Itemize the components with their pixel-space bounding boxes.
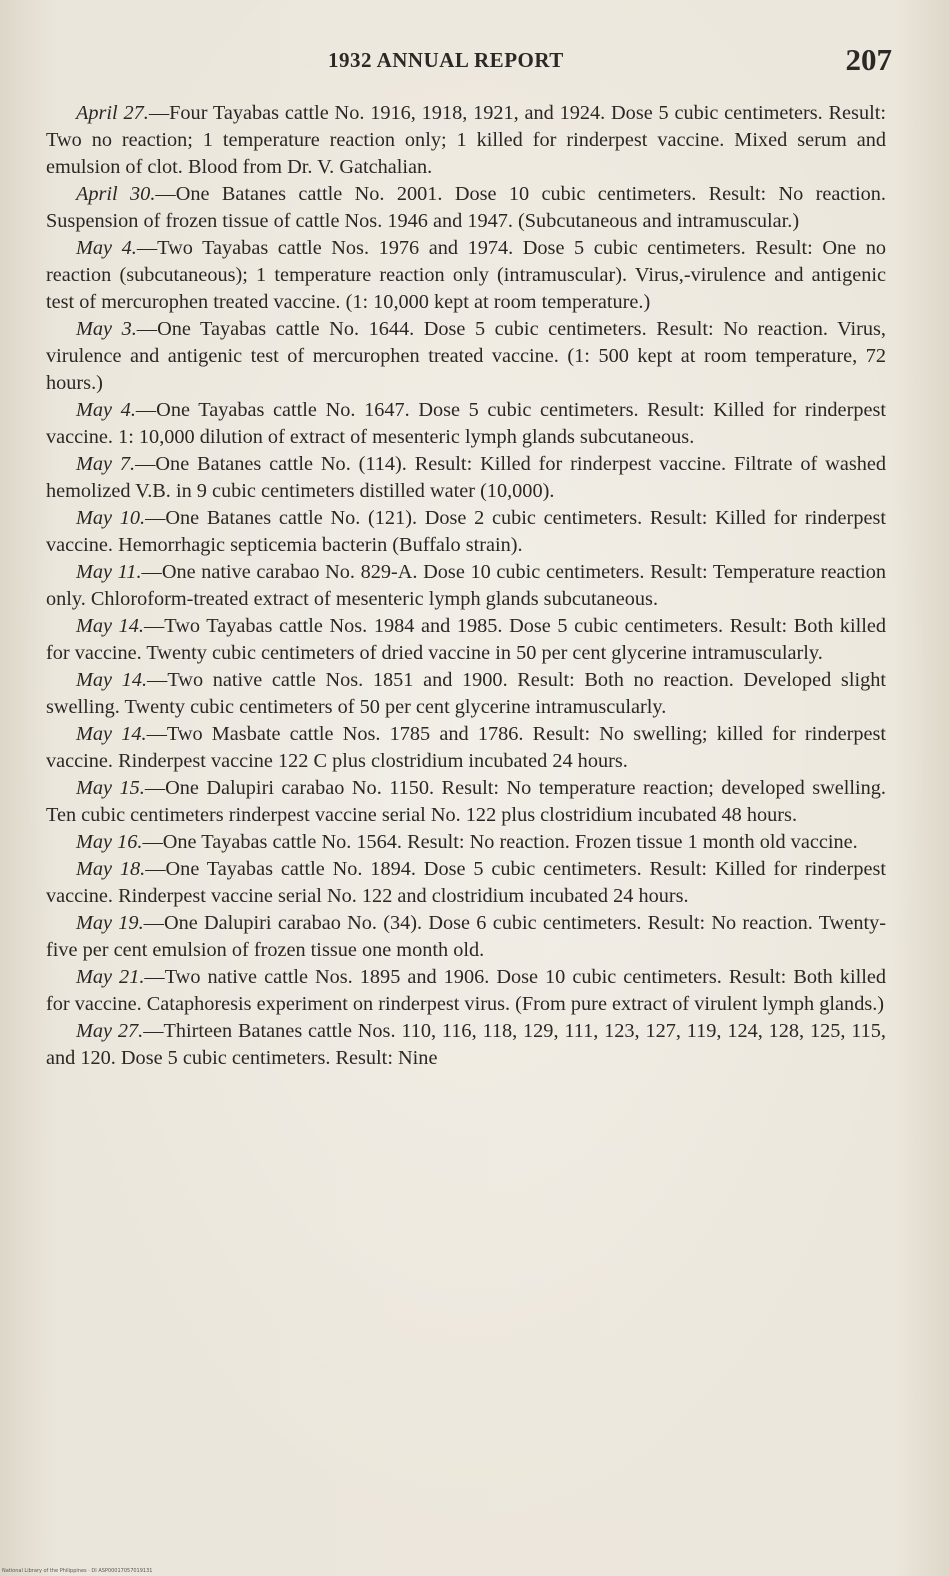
log-entry: [46, 856, 886, 910]
entry-text: —Two Masbate cattle Nos. 1785 and 1786. Result: No swelling; killed for rinderpest vaccine. Rinderpest vaccine 122 C plus clostridium incubated 24 hours.: [46, 723, 886, 772]
entry-text: —One Dalupiri carabao No. 1150. Result: No temperature reaction; developed swelling. Ten cubic centimeters rinderpest vaccine serial No. 122 plus clostridium incubated 48 hours.: [46, 777, 886, 826]
entry-date: May 15.: [76, 777, 145, 799]
log-entry: [46, 775, 886, 829]
entry-date: May 10.: [76, 507, 146, 529]
log-entry: [46, 181, 886, 235]
log-entry: [46, 1018, 886, 1072]
entry-date: May 7.: [76, 453, 136, 475]
entry-date: May 19.: [76, 912, 144, 934]
page-number: 207: [845, 42, 892, 77]
entry-date: May 4.: [76, 399, 136, 421]
log-entry: [46, 559, 886, 613]
log-entry: [46, 397, 886, 451]
entry-date: April 27.: [76, 102, 149, 124]
entry-date: May 3.: [76, 318, 137, 340]
entry-date: May 27.: [76, 1020, 144, 1042]
log-entry: [46, 316, 886, 397]
entry-text: —One native carabao No. 829-A. Dose 10 cubic centimeters. Result: Temperature reaction only. Chloroform-treated extract of mesenteric lymph glands subcutaneous.: [46, 561, 886, 610]
entry-date: May 11.: [76, 561, 142, 583]
log-entry: [46, 910, 886, 964]
entry-text: —Four Tayabas cattle No. 1916, 1918, 1921, and 1924. Dose 5 cubic centimeters. Result: Two no reaction; 1 temperature reaction only; 1 killed for rinderpest vaccine. Mixed serum and emulsion of clot. Blood from Dr. V. Gatchalian.: [46, 102, 886, 178]
entry-text: —One Batanes cattle No. (114). Result: Killed for rinderpest vaccine. Filtrate of washed hemolized V.B. in 9 cubic centimeters distilled water (10,000).: [46, 453, 886, 502]
log-entry: [46, 721, 886, 775]
entry-date: April 30.: [76, 183, 156, 205]
log-entry: [46, 451, 886, 505]
entry-text: —Thirteen Batanes cattle Nos. 110, 116, 118, 129, 111, 123, 127, 119, 124, 128, 125, 115, and 120. Dose 5 cubic centimeters. Result: Nine: [46, 1020, 886, 1069]
entry-text: —One Batanes cattle No. (121). Dose 2 cubic centimeters. Result: Killed for rinderpest vaccine. Hemorrhagic septicemia bacterin (Buffalo strain).: [46, 507, 886, 556]
entry-text: —One Dalupiri carabao No. (34). Dose 6 cubic centimeters. Result: No reaction. Twenty-five per cent emulsion of frozen tissue one month old.: [46, 912, 886, 961]
entry-text: —Two native cattle Nos. 1851 and 1900. Result: Both no reaction. Developed slight swelling. Twenty cubic centimeters of 50 per cent glycerine intramuscularly.: [46, 669, 887, 718]
entry-date: May 14.: [76, 615, 144, 637]
running-title: 1932 ANNUAL REPORT: [328, 48, 564, 72]
log-entry: [46, 667, 886, 721]
log-entry: [46, 100, 886, 181]
log-entry: [46, 613, 886, 667]
entry-date: May 14.: [76, 723, 147, 745]
entry-date: May 21.: [76, 966, 145, 988]
entry-text: —One Tayabas cattle No. 1647. Dose 5 cubic centimeters. Result: Killed for rinderpest vaccine. 1: 10,000 dilution of extract of mesenteric lymph glands subcutaneous.: [46, 399, 886, 448]
report-body: [46, 100, 886, 1072]
log-entry: [46, 964, 886, 1018]
entry-date: May 18.: [76, 858, 146, 880]
entry-date: May 16.: [76, 831, 143, 853]
page-header: [48, 42, 898, 82]
entry-text: —One Tayabas cattle No. 1564. Result: No reaction. Frozen tissue 1 month old vaccine.: [142, 831, 858, 853]
entry-text: —Two native cattle Nos. 1895 and 1906. Dose 10 cubic centimeters. Result: Both killed for vaccine. Cataphoresis experiment on rinderpest virus. (From pure extract of virulent lymph glands.): [46, 966, 886, 1015]
log-entry: [46, 235, 886, 316]
entry-text: —One Tayabas cattle No. 1644. Dose 5 cubic centimeters. Result: No reaction. Virus, virulence and antigenic test of mercurophen treated vaccine. (1: 500 kept at room temperature, 72 hours.): [46, 318, 886, 394]
entry-date: May 4.: [76, 237, 137, 259]
scan-credit: National Library of the Philippines · DI ASP00017057019131: [2, 1568, 153, 1574]
log-entry: [46, 829, 886, 856]
entry-text: —One Tayabas cattle No. 1894. Dose 5 cubic centimeters. Result: Killed for rinderpest vaccine. Rinderpest vaccine serial No. 122 and clostridium incubated 24 hours.: [46, 858, 886, 907]
log-entry: [46, 505, 886, 559]
entry-text: —One Batanes cattle No. 2001. Dose 10 cubic centimeters. Result: No reaction. Suspension of frozen tissue of cattle Nos. 1946 and 1947. (Subcutaneous and intramuscular.): [46, 183, 886, 232]
entry-text: —Two Tayabas cattle Nos. 1984 and 1985. Dose 5 cubic centimeters. Result: Both killed for vaccine. Twenty cubic centimeters of dried vaccine in 50 per cent glycerine intramuscularly.: [46, 615, 886, 664]
entry-text: —Two Tayabas cattle Nos. 1976 and 1974. Dose 5 cubic centimeters. Result: One no reaction (subcutaneous); 1 temperature reaction only (intramuscular). Virus,-virulence and antigenic test of mercurophen treated vaccine. (1: 10,000 kept at room temperature.): [46, 237, 886, 313]
entry-date: May 14.: [76, 669, 148, 691]
